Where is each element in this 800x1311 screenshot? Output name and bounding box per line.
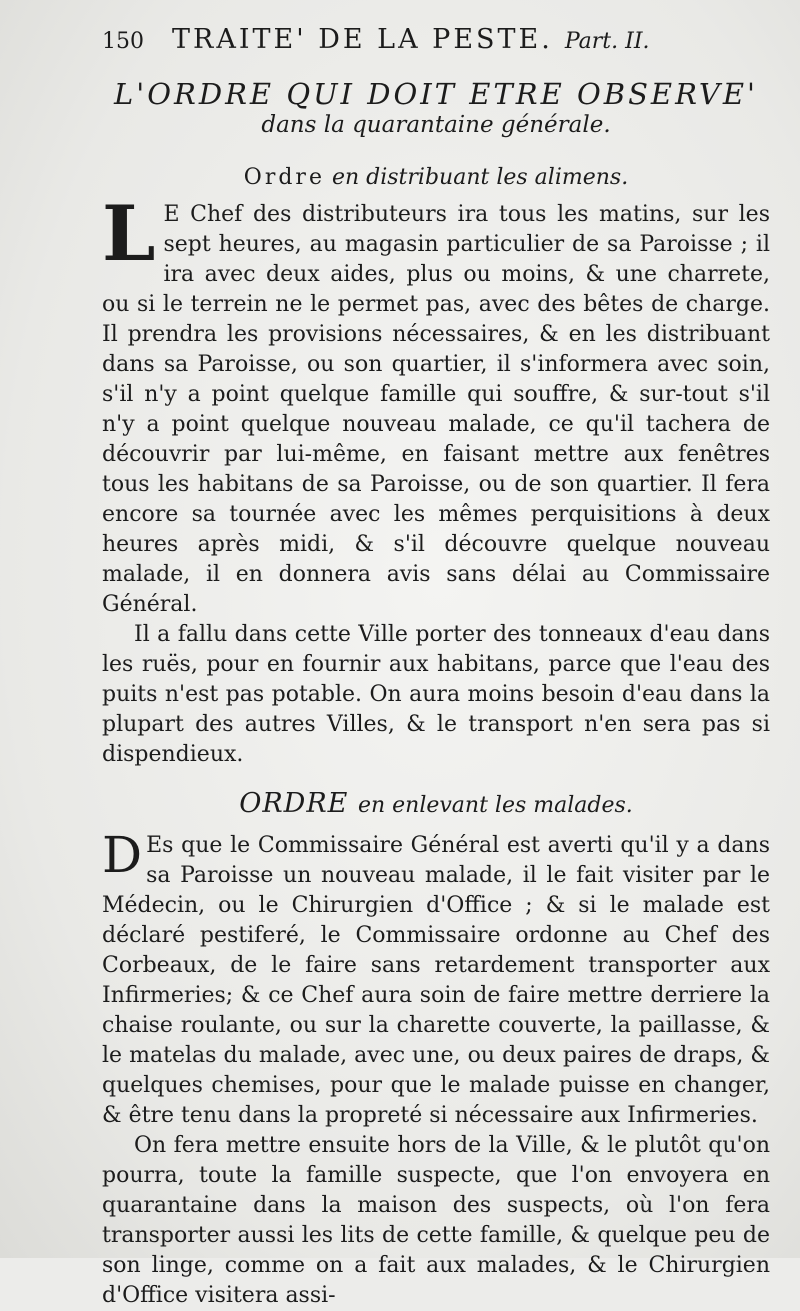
paragraph [102,826,770,1131]
paragraph: On fera mettre ensuite hors de la Ville, & le plutôt qu'on pourra, toute la famille suspecte, que l'on envoyera en quarantaine dans la maison des suspects, où l'on fera transporter aussi les lits de cette famille, & quelque peu de son linge, comme on a fait aux malades, & le Chirurgien d'Office visitera assi- [102,1133,770,1308]
page-number: 150 [102,29,144,54]
paragraph-text: E Chef des distributeurs ira tous les matins, sur les sept heures, au magasin particulier de sa Paroisse ; il ira avec deux aides, plus ou moins, & une charrete, ou si le terrein ne le permet pas, avec des bêtes de charge. Il prendra les provisions nécessaires, & en les distribuant dans sa Paroisse, ou son quartier, il s'informera avec soin, s'il n'y a point quelque famille qui souffre, & sur-tout s'il n'y a point quelque nouveau malade, ce qu'il tachera de découvrir par lui-même, en faisant mettre aux fenêtres tous les habitans de sa Paroisse, ou de son quartier. Il fera encore sa tournée avec les mêmes perquisitions à deux heures après midi, & s'il découvre quelque nouveau malade, il en donnera avis sans délai au Commissaire Général. [102,202,770,617]
drop-cap: D [102,826,143,884]
drop-cap: L [102,189,156,278]
section-heading-caps: Ordre [243,165,325,190]
part-label: Part. II. [564,29,650,54]
paragraph: Il a fallu dans cette Ville porter des tonneaux d'eau dans les ruës, pour en fournir aux habitans, parce que l'eau des puits n'est pas potable. On aura moins besoin d'eau dans la plupart des autres Villes, & le transport n'en sera pas si dispendieux. [102,622,770,767]
section-heading-malades [102,788,770,819]
running-title: TRAITE' DE LA PESTE. [172,24,553,55]
section-heading-alimens [102,165,770,190]
section-heading-italic: en distribuant les alimens. [331,165,629,190]
running-header [102,24,770,55]
page-content [102,24,770,1311]
chapter-title: L'ORDRE QUI DOIT ETRE OBSERVE' [114,77,758,111]
section-heading-italic: en enlevant les malades. [357,793,633,818]
paragraph [102,189,770,620]
section-heading-caps: ORDRE [239,788,349,819]
chapter-subtitle: dans la quarantaine générale. [261,112,611,138]
paragraph-text: Es que le Commissaire Général est averti qu'il y a dans sa Paroisse un nouveau malade, il le fait visiter par le Médecin, ou le Chirurgien d'Office ; & si le malade est déclaré pestiferé, le Commissaire ordonne au Chef des Corbeaux, de le faire sans retardement transporter aux Infirmeries; & ce Chef aura soin de faire mettre derriere la chaise roulante, ou sur la charette couverte, la paillasse, & le matelas du malade, avec une, ou deux paires de draps, & quelques chemises, pour que le malade puisse en changer, & être tenu dans la propreté si nécessaire aux Infirmeries. [102,833,770,1128]
